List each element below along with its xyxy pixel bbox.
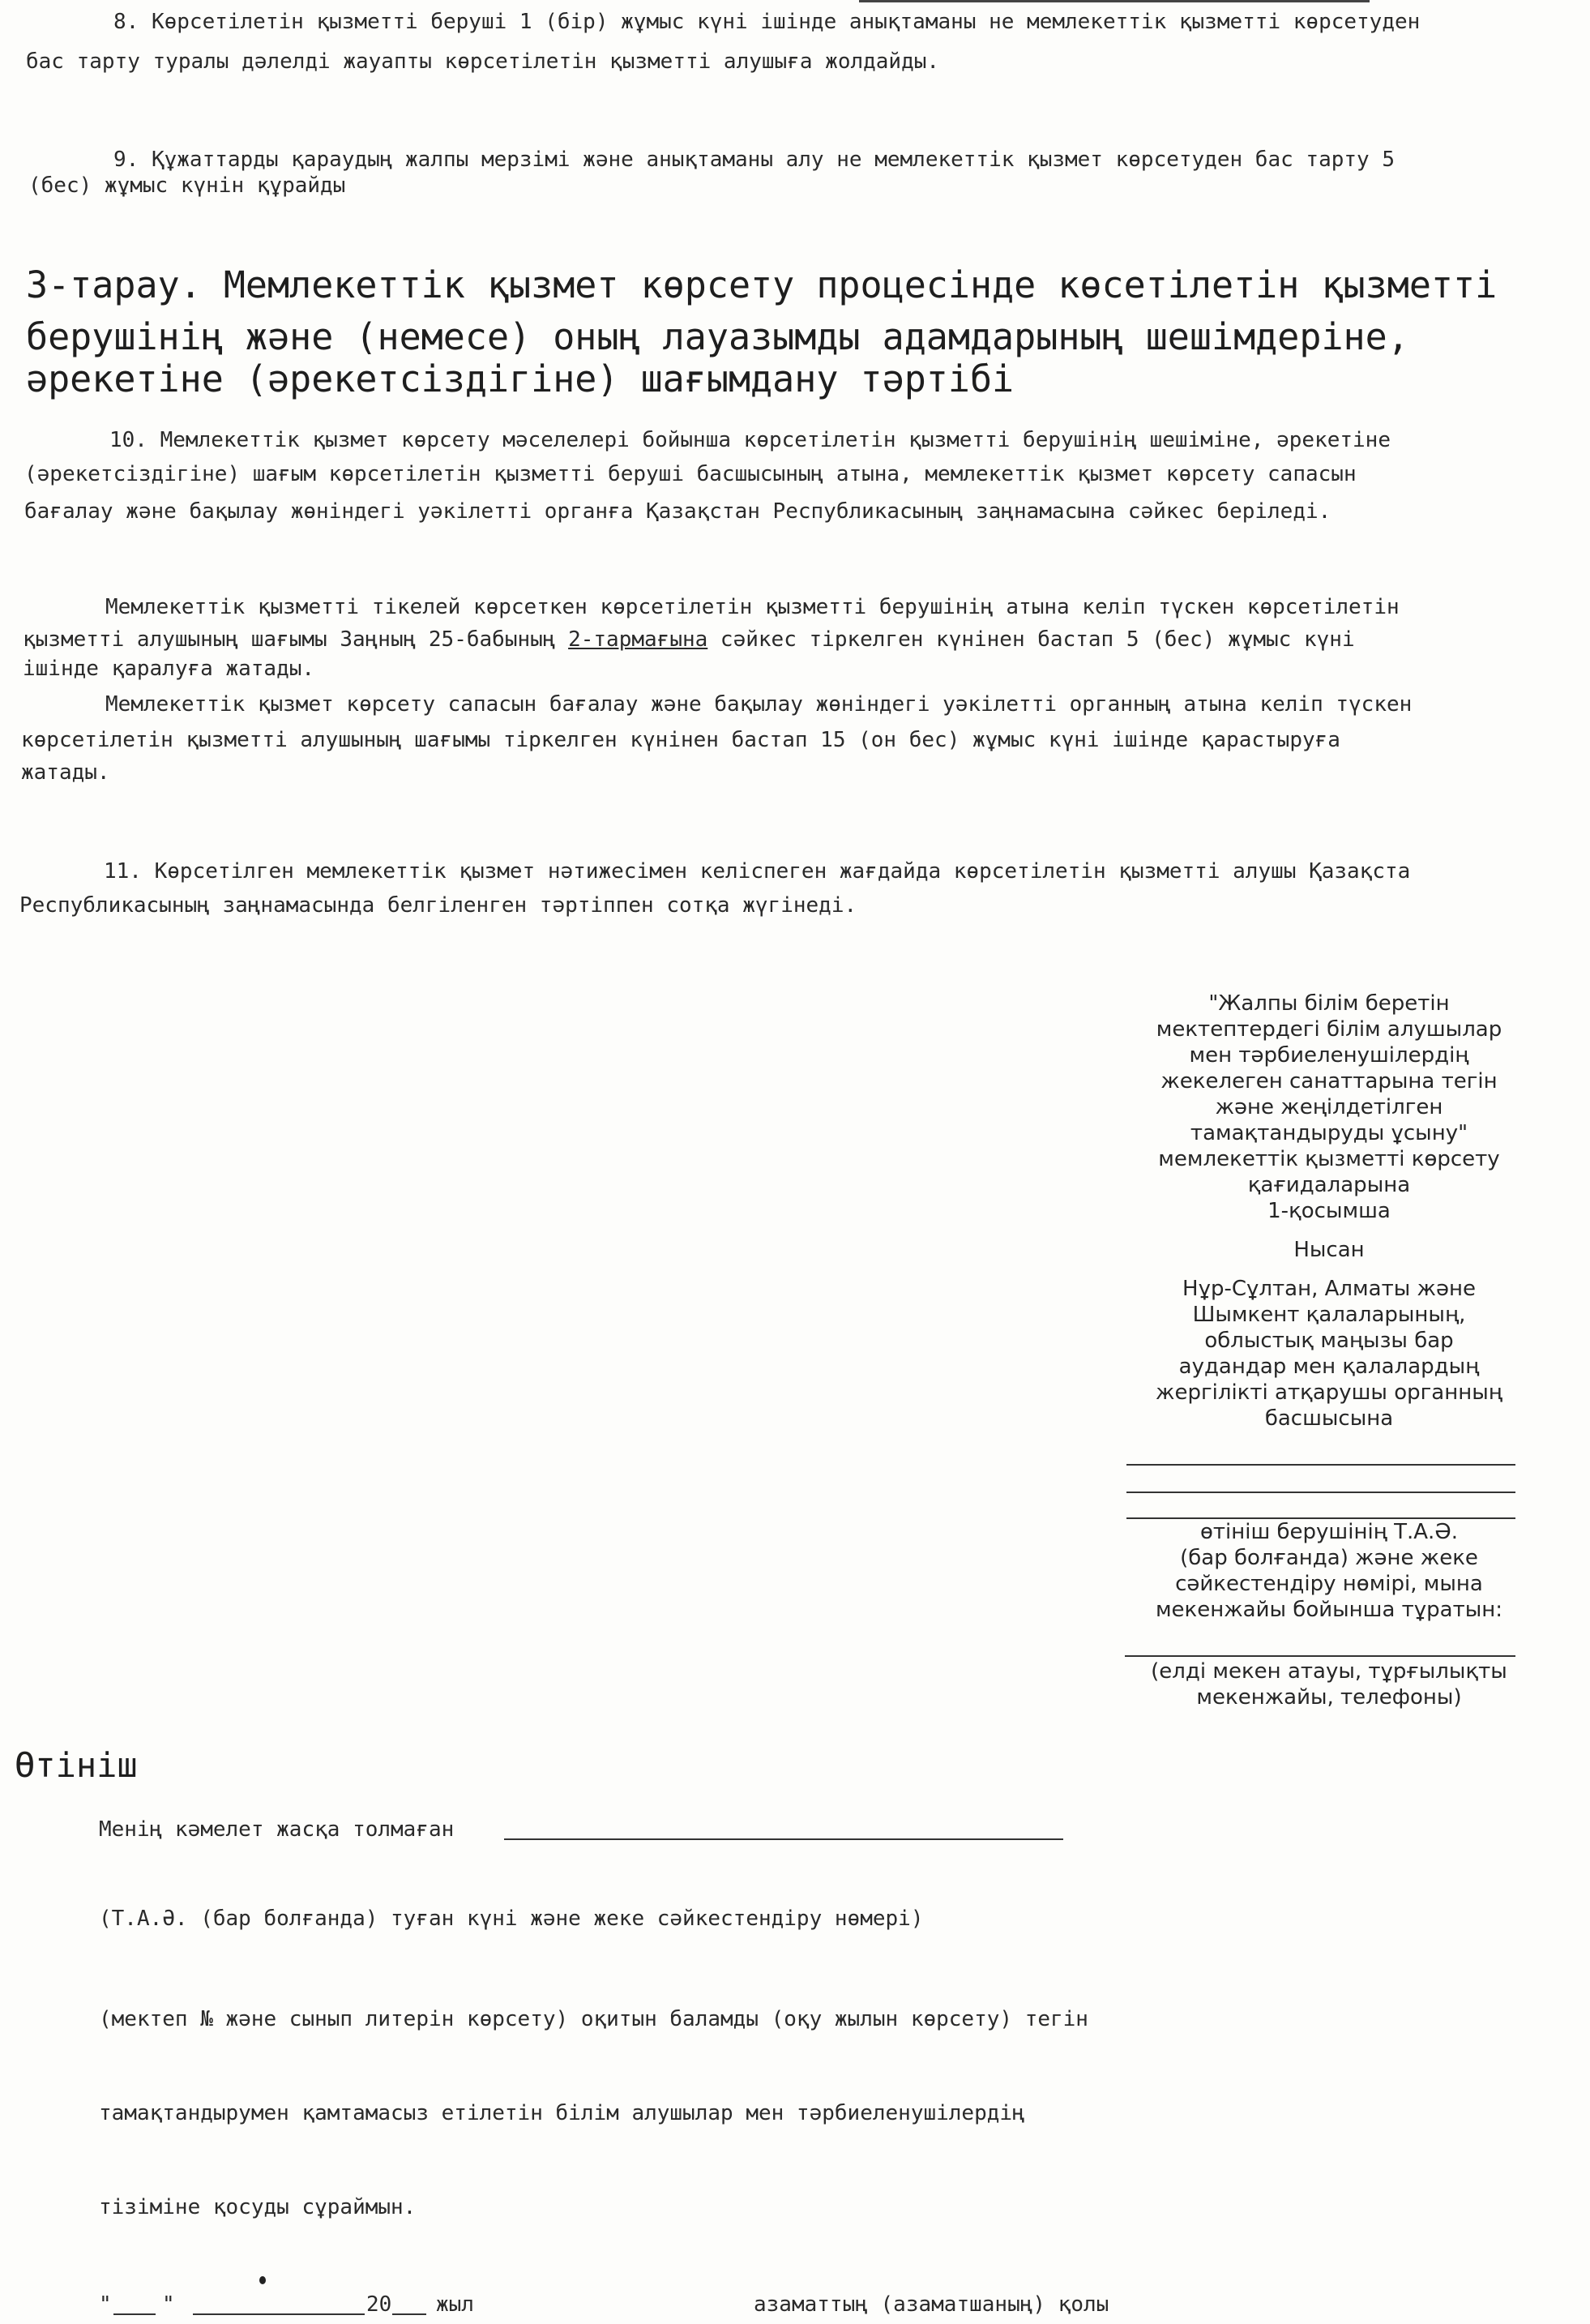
address-line: (елді мекен атауы, тұрғылықты (1151, 1659, 1507, 1684)
appendix-line: "Жалпы білім беретін (1208, 991, 1450, 1016)
appendix-line: жекелеген санаттарына тегін (1160, 1069, 1498, 1094)
appendix-line: мемлекеттік қызметті көрсету (1158, 1147, 1500, 1171)
paragraph-10-line-1: 10. Мемлекеттік қызмет көрсету мәселелері бойынша көрсетілетін қызметті берушінің шешіміне, әрекетіне (109, 428, 1391, 452)
application-line-5: тізіміне қосуды сұраймын. (99, 2195, 417, 2219)
ink-dot-mark (259, 2276, 266, 2284)
paragraph-10-line-3: бағалау және бақылау жөніндегі уәкілетті органға Қазақстан Республикасының заңнамасына сәйкес беріледі. (24, 499, 1331, 524)
appendix-line: мен тәрбиеленушілердің (1189, 1043, 1469, 1068)
applicant-line: (бар болғанда) және жеке (1180, 1546, 1478, 1570)
blank-line-day[interactable] (113, 2313, 156, 2315)
page-top-edge-mark (859, 0, 1370, 2)
blank-line-address[interactable] (1125, 1655, 1515, 1657)
paragraph-8-line-2: бас тарту туралы дәлелді жауапты көрсетілетін қызметті алушыға жолдайды. (26, 49, 940, 74)
blank-line-year[interactable] (392, 2313, 426, 2315)
application-line-1: Менің кәмелет жасқа толмаған (99, 1817, 455, 1842)
law-article-link[interactable]: 2-тармағына (568, 627, 708, 652)
appendix-line: 1-қосымша (1267, 1199, 1391, 1223)
chapter-3-heading-line-2: берушінің және (немесе) оның лауазымды адамдарының шешімдеріне, (26, 315, 1409, 358)
signature-caption: азаматтың (азаматшаның) қолы (754, 2292, 1109, 2317)
paragraph-10b-text-a: қызметті алушының шағымы Заңның 25-бабының (23, 627, 569, 652)
paragraph-11-line-2: Республикасының заңнамасында белгіленген тәртіппен сотқа жүгінеді. (19, 893, 857, 918)
paragraph-10c-line-3: жатады. (21, 760, 110, 785)
paragraph-10b-line-1: Мемлекеттік қызметті тікелей көрсеткен көрсетілетін қызметті берушінің атына келіп түскен көрсетілетін (105, 595, 1400, 619)
address-line: мекенжайы, телефоны) (1196, 1685, 1462, 1710)
paragraph-10b-text-b: сәйкес тіркелген күнінен бастап 5 (бес) жұмыс күні (707, 627, 1355, 652)
blank-line-child[interactable] (504, 1838, 1063, 1840)
appendix-line: мектептердегі білім алушылар (1156, 1017, 1502, 1042)
chapter-3-heading-line-3: әрекетіне (әрекетсіздігіне) шағымдану тәртібі (26, 357, 1015, 400)
applicant-line: өтініш берушінің Т.А.Ә. (1199, 1520, 1459, 1544)
year-word: жыл (436, 2292, 474, 2317)
paragraph-9-line-2: (бес) жұмыс күнін құрайды (28, 173, 346, 198)
application-line-3: (мектеп № және сынып литерін көрсету) оқитын баламды (оқу жылын көрсету) тегін (99, 2007, 1088, 2031)
year-prefix: 20 (366, 2292, 392, 2317)
appendix-line: тамақтандыруды ұсыну" (1190, 1121, 1468, 1145)
paragraph-8-line-1: 8. Көрсетілетін қызметті беруші 1 (бір) жұмыс күні ішінде анықтаманы не мемлекеттік қызметті көрсетуден (113, 10, 1421, 34)
chapter-3-heading-line-1: 3-тарау. Мемлекеттік қызмет көрсету процесінде көсетілетін қызметті (26, 263, 1498, 306)
date-close-quote: " (162, 2292, 175, 2317)
addressee-line: облыстық маңызы бар (1204, 1329, 1454, 1353)
application-line-4: тамақтандырумен қамтамасыз етілетін білім алушылар мен тәрбиеленушілердің (99, 2101, 1025, 2125)
date-open-quote: " (99, 2292, 112, 2317)
appendix-line: және жеңілдетілген (1215, 1095, 1443, 1119)
addressee-line: Шымкент қалаларының, (1192, 1303, 1466, 1327)
form-label: Нысан (1293, 1238, 1365, 1262)
applicant-line: сәйкестендіру нөмірі, мына (1175, 1572, 1483, 1596)
addressee-line: Нұр-Сұлтан, Алматы және (1182, 1277, 1476, 1301)
appendix-line: қағидаларына (1247, 1173, 1411, 1197)
applicant-caption (1110, 1519, 1548, 1623)
paragraph-10c-line-1: Мемлекеттік қызмет көрсету сапасын бағалау және бақылау жөніндегі уәкілетті органның атына келіп түскен (105, 692, 1413, 717)
blank-line-name-2[interactable] (1126, 1492, 1515, 1493)
addressee-line: жергілікті атқарушы органның (1156, 1380, 1502, 1405)
addressee-line: басшысына (1264, 1406, 1394, 1431)
application-line-2: (Т.А.Ә. (бар болғанда) туған күні және жеке сәйкестендіру нөмері) (99, 1907, 924, 1931)
appendix-block (1110, 991, 1548, 1432)
paragraph-10-line-2: (әрекетсіздігіне) шағым көрсетілетін қызметті беруші басшысының атына, мемлекеттік қызмет көрсету сапасын (24, 462, 1357, 486)
paragraph-10b-line-3: ішінде қаралуға жатады. (23, 657, 315, 681)
paragraph-10c-line-2: көрсетілетін қызметті алушының шағымы тіркелген күнінен бастап 15 (он бес) жұмыс күні ішінде қарастыруға (21, 728, 1340, 752)
address-caption (1110, 1658, 1548, 1710)
applicant-line: мекенжайы бойынша тұратын: (1155, 1598, 1503, 1622)
addressee-line: аудандар мен қалалардың (1178, 1355, 1480, 1379)
paragraph-9-line-1: 9. Құжаттарды қараудың жалпы мерзімі және анықтаманы алу не мемлекеттік қызмет көрсетуден бас тарту 5 (113, 148, 1395, 172)
blank-line-name-1[interactable] (1126, 1464, 1515, 1466)
application-title: Өтініш (15, 1745, 138, 1785)
paragraph-10b-line-2 (23, 624, 1355, 655)
blank-line-month[interactable] (193, 2313, 365, 2315)
paragraph-11-line-1: 11. Көрсетілген мемлекеттік қызмет нәтижесімен келіспеген жағдайда көрсетілетін қызметті алушы Қазақста (104, 859, 1411, 884)
